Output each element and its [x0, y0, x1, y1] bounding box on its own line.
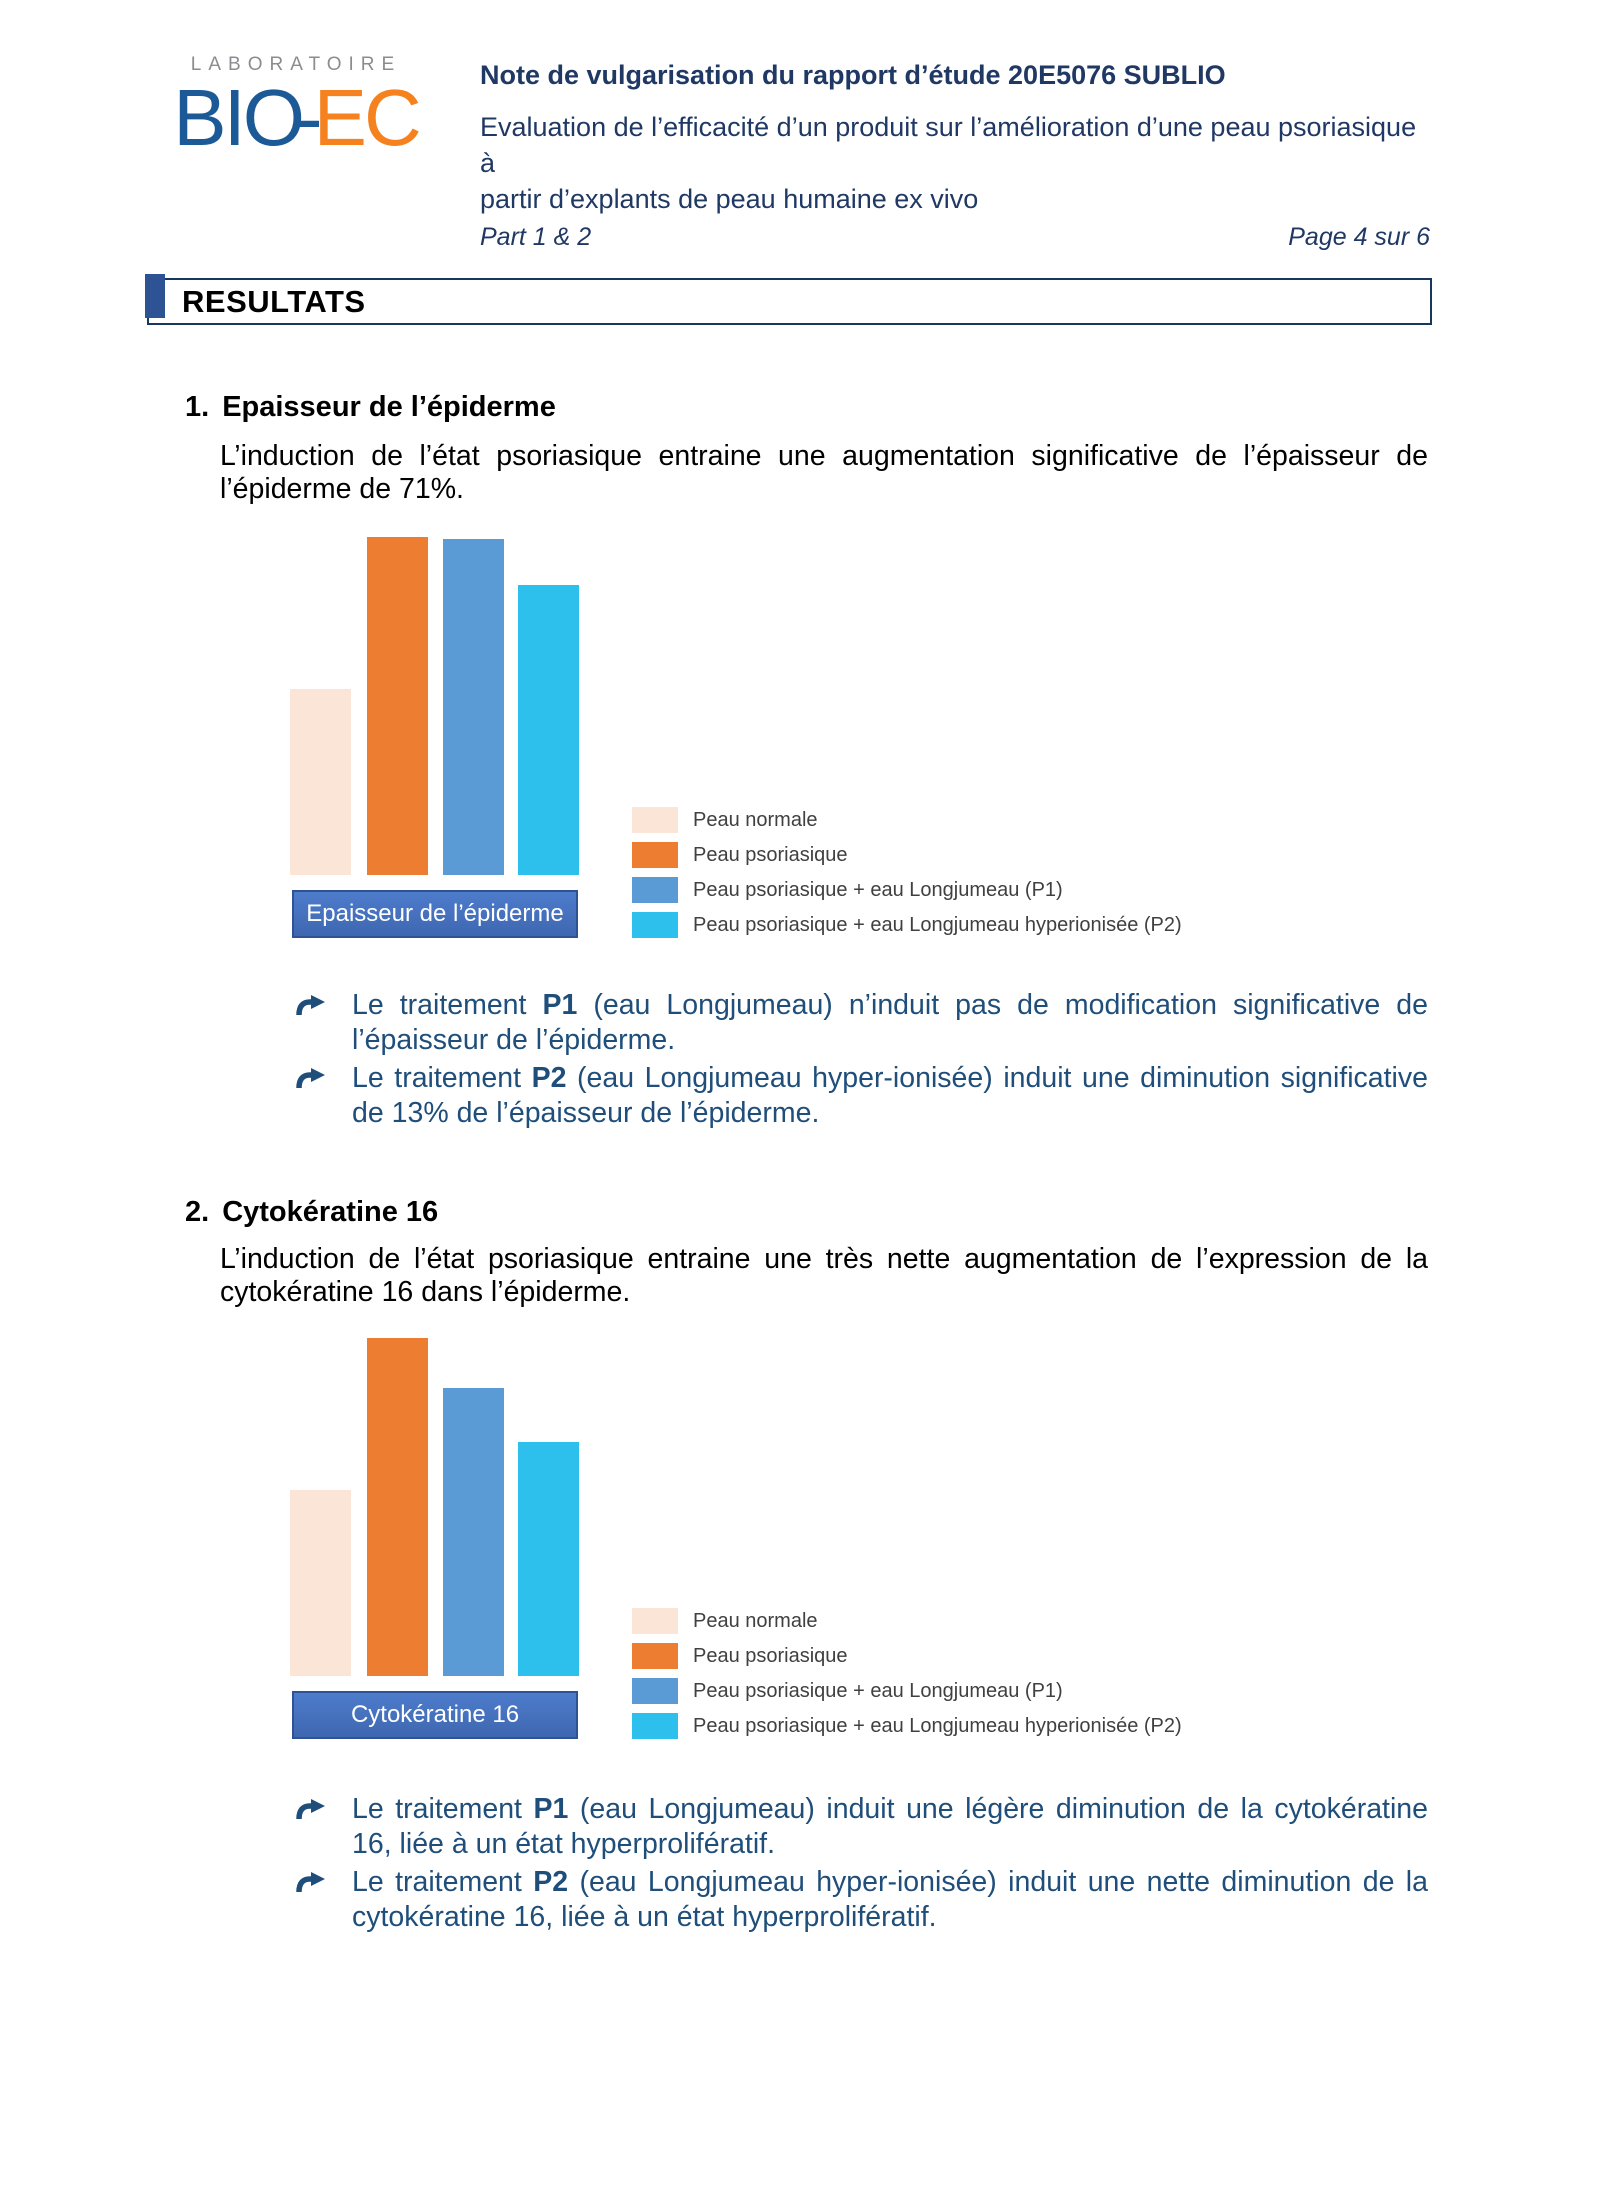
bullet-text	[352, 1061, 1428, 1131]
legend-swatch-icon	[632, 877, 678, 903]
legend-item-4	[632, 912, 1182, 938]
legend-label: Peau normale	[693, 1609, 818, 1632]
page-number: Page 4 sur 6	[1288, 223, 1430, 251]
treatment-code: P2	[531, 1062, 567, 1094]
curved-arrow-bullet-icon	[295, 1065, 326, 1094]
treatment-code: P1	[533, 1793, 569, 1825]
logo-ec: EC	[313, 73, 419, 162]
chart-2-legend	[632, 1608, 1182, 1739]
bullet-text-segment: Le traitement	[352, 989, 543, 1021]
legend-swatch-icon	[632, 807, 678, 833]
bar-4-peau-psoriasique-eau-longjumeau-hyperionis-e-p2-	[518, 1442, 579, 1676]
logo-bio: BIO	[173, 73, 303, 162]
legend-swatch-icon	[632, 912, 678, 938]
curved-arrow-bullet-icon	[295, 992, 326, 1021]
legend-item-1	[632, 807, 1182, 833]
bar-2-peau-psoriasique	[367, 1338, 428, 1676]
bullet-text-segment: Le traitement	[352, 1866, 534, 1898]
legend-item-2	[632, 1643, 1182, 1669]
legend-item-3	[632, 1678, 1182, 1704]
bar-3-peau-psoriasique-eau-longjumeau-p1-	[443, 539, 504, 875]
legend-item-2	[632, 842, 1182, 868]
legend-swatch-icon	[632, 842, 678, 868]
legend-label: Peau psoriasique + eau Longjumeau hyperionisée (P2)	[693, 913, 1182, 936]
section-1-intro: L’induction de l’état psoriasique entraine une augmentation significative de l’épaisseur de l’épiderme de 71%.	[220, 440, 1428, 505]
treatment-code: P2	[533, 1866, 569, 1898]
section-1-bullet-1	[295, 988, 1428, 1058]
bar-2-peau-psoriasique	[367, 537, 428, 875]
bullet-text-segment: Le traitement	[352, 1062, 532, 1094]
legend-item-1	[632, 1608, 1182, 1634]
bar-1-peau-normale	[290, 1490, 351, 1676]
section-2-heading	[185, 1196, 438, 1229]
chart-2-title-box: Cytokératine 16	[292, 1691, 578, 1739]
results-accent-bar	[145, 274, 165, 318]
bullet-text-segment: (eau Longjumeau hyper-ionisée) induit une diminution significative de 13% de l’épaisseur de l’épiderme.	[352, 1062, 1428, 1129]
bullet-text	[352, 1865, 1428, 1935]
bioec-logo	[150, 54, 442, 162]
legend-label: Peau psoriasique	[693, 1644, 848, 1667]
section-2-bullet-1	[295, 1792, 1428, 1862]
legend-label: Peau psoriasique	[693, 843, 848, 866]
document-subtitle-line1: Evaluation de l’efficacité d’un produit sur l’amélioration d’une peau psoriasique à	[480, 112, 1417, 178]
chart-epaisseur-epiderme	[290, 537, 1430, 939]
bullet-text-segment: (eau Longjumeau) n’induit pas de modification significative de l’épaisseur de l’épiderme.	[352, 989, 1428, 1056]
bullet-text-segment: Le traitement	[352, 1793, 534, 1825]
legend-swatch-icon	[632, 1678, 678, 1704]
legend-label: Peau normale	[693, 808, 818, 831]
section-2-title: Cytokératine 16	[222, 1196, 439, 1228]
document-header	[480, 60, 1430, 252]
legend-swatch-icon	[632, 1643, 678, 1669]
bullet-text-segment: (eau Longjumeau) induit une légère diminution de la cytokératine 16, liée à un état hyperprolifératif.	[352, 1793, 1428, 1860]
section-2-intro: L’induction de l’état psoriasique entraine une très nette augmentation de l’expression de la cytokératine 16 dans l’épiderme.	[220, 1243, 1428, 1308]
treatment-code: P1	[542, 989, 578, 1021]
legend-swatch-icon	[632, 1713, 678, 1739]
logo-bioec-text	[150, 73, 442, 162]
legend-item-4	[632, 1713, 1182, 1739]
results-heading: RESULTATS	[182, 283, 366, 319]
legend-label: Peau psoriasique + eau Longjumeau hyperionisée (P2)	[693, 1714, 1182, 1737]
bar-3-peau-psoriasique-eau-longjumeau-p1-	[443, 1388, 504, 1676]
curved-arrow-bullet-icon	[295, 1796, 326, 1825]
chart-1-title-box: Epaisseur de l’épiderme	[292, 890, 578, 938]
chart-cytokeratine-16	[290, 1338, 1430, 1740]
section-1-number: 1.	[185, 391, 210, 423]
bar-1-peau-normale	[290, 689, 351, 875]
legend-label: Peau psoriasique + eau Longjumeau (P1)	[693, 1679, 1063, 1702]
section-1-title: Epaisseur de l’épiderme	[222, 391, 556, 423]
logo-laboratoire-text: LABORATOIRE	[190, 54, 402, 75]
document-subtitle-line2: partir d’explants de peau humaine ex vivo	[480, 184, 979, 214]
legend-item-3	[632, 877, 1182, 903]
section-1-heading	[185, 391, 556, 424]
bar-4-peau-psoriasique-eau-longjumeau-hyperionis-e-p2-	[518, 585, 579, 875]
section-2-number: 2.	[185, 1196, 210, 1228]
section-2-bullet-2	[295, 1865, 1428, 1935]
bullet-text	[352, 1792, 1428, 1862]
section-1-bullet-2	[295, 1061, 1428, 1131]
results-section-banner	[147, 278, 1432, 325]
bullet-text-segment: (eau Longjumeau hyper-ionisée) induit une nette diminution de la cytokératine 16, liée à un état hyperprolifératif.	[352, 1866, 1428, 1933]
document-title: Note de vulgarisation du rapport d’étude 20E5076 SUBLIO	[480, 60, 1226, 90]
curved-arrow-bullet-icon	[295, 1869, 326, 1898]
legend-label: Peau psoriasique + eau Longjumeau (P1)	[693, 878, 1063, 901]
legend-swatch-icon	[632, 1608, 678, 1634]
chart-1-legend	[632, 807, 1182, 938]
logo-dash: -	[296, 73, 320, 162]
bullet-text	[352, 988, 1428, 1058]
document-part-label: Part 1 & 2	[480, 223, 592, 251]
